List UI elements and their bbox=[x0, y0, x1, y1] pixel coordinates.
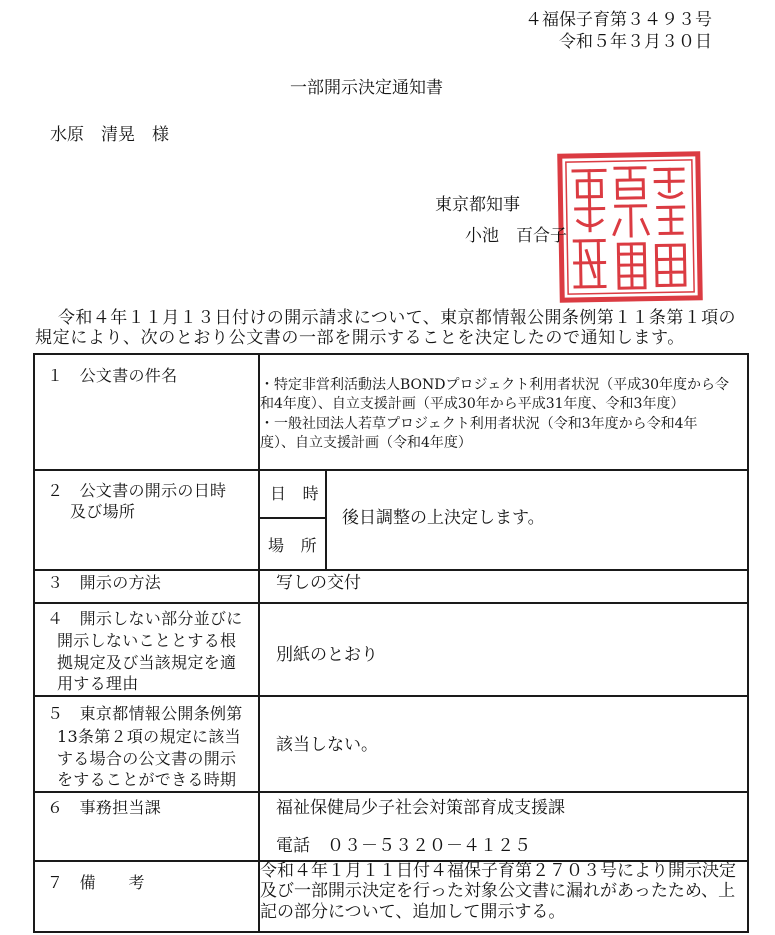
datetime-sublabel: 日 時 bbox=[270, 484, 319, 503]
table-border-bottom bbox=[33, 931, 749, 933]
body-line-1: 令和４年１１月１３日付けの開示請求について、東京都情報公開条例第１１条第１項の bbox=[58, 308, 736, 328]
sender-name: 小池 百合子 bbox=[465, 226, 567, 246]
sender-org: 東京都知事 bbox=[435, 195, 520, 215]
remarks-line: 令和４年１月１１日付４福保子育第２７０３号により開示決定 bbox=[260, 861, 736, 881]
office-department: 福祉保健局少子社会対策部育成支援課 bbox=[276, 798, 565, 818]
row-label-reason: 拠規定及び当該規定を適 bbox=[57, 653, 237, 672]
row-divider bbox=[33, 469, 749, 471]
table-border-left bbox=[33, 353, 35, 933]
row-label-method: ３ 開示の方法 bbox=[47, 573, 162, 592]
remarks-line: 及び一部開示決定を行った対象公文書に漏れがあったため、上 bbox=[260, 881, 736, 901]
document-number: ４福保子育第３４９３号 bbox=[525, 10, 712, 30]
subject-line: ・特定非営利活動法人BONDプロジェクト利用者状況（平成30年度から令 bbox=[260, 377, 730, 393]
subject-line: 和4年度）、自立支援計画（平成30年から平成31年度、令和3年度） bbox=[260, 396, 685, 412]
reason-value: 別紙のとおり bbox=[276, 645, 378, 665]
document-title: 一部開示決定通知書 bbox=[290, 78, 443, 98]
remarks-line: 記の部分について、追加して開示する。 bbox=[260, 902, 566, 922]
row-divider bbox=[33, 569, 749, 571]
table-border-right bbox=[747, 353, 749, 933]
row-label-office: ６ 事務担当課 bbox=[47, 798, 162, 817]
row-label-datetime-place: ２ 公文書の開示の日時 bbox=[47, 481, 227, 500]
datetime-place-value: 後日調整の上決定します。 bbox=[342, 508, 545, 528]
issue-date: 令和５年３月３０日 bbox=[559, 32, 712, 52]
method-value: 写しの交付 bbox=[276, 573, 361, 593]
subject-line: 度）、自立支援計画（令和4年度） bbox=[260, 435, 472, 451]
sub-cell-divider bbox=[258, 517, 326, 519]
row-label-subject: １ 公文書の件名 bbox=[47, 366, 178, 385]
official-seal-stamp-icon bbox=[555, 149, 706, 306]
row-label-reason: 開示しないこととする根 bbox=[57, 631, 237, 650]
timing-value: 該当しない。 bbox=[276, 735, 378, 755]
office-phone: 電話 ０３－５３２０－４１２５ bbox=[276, 836, 531, 856]
row-label-timing: をすることができる時期 bbox=[57, 770, 237, 789]
sub-column-divider bbox=[325, 469, 327, 570]
row-divider bbox=[33, 695, 749, 697]
subject-line: ・一般社団法人若草プロジェクト利用者状況（令和3年度から令和4年 bbox=[260, 416, 698, 432]
row-label-remarks: ７ 備 考 bbox=[47, 873, 145, 892]
row-label-timing: ５ 東京都情報公開条例第 bbox=[47, 704, 243, 723]
row-divider bbox=[33, 602, 749, 604]
row-label-datetime-place: 及び場所 bbox=[70, 502, 136, 521]
table-border-top bbox=[33, 353, 749, 355]
row-divider bbox=[33, 791, 749, 793]
row-label-reason: ４ 開示しない部分並びに bbox=[47, 609, 243, 628]
body-line-2: 規定により、次のとおり公文書の一部を開示することを決定したので通知します。 bbox=[35, 328, 685, 348]
row-label-timing: 13条第２項の規定に該当 bbox=[57, 727, 241, 746]
addressee: 水原 清晃 様 bbox=[50, 125, 169, 145]
place-sublabel: 場 所 bbox=[268, 536, 317, 555]
row-label-reason: 用する理由 bbox=[57, 674, 139, 693]
row-label-timing: する場合の公文書の開示 bbox=[57, 749, 237, 768]
